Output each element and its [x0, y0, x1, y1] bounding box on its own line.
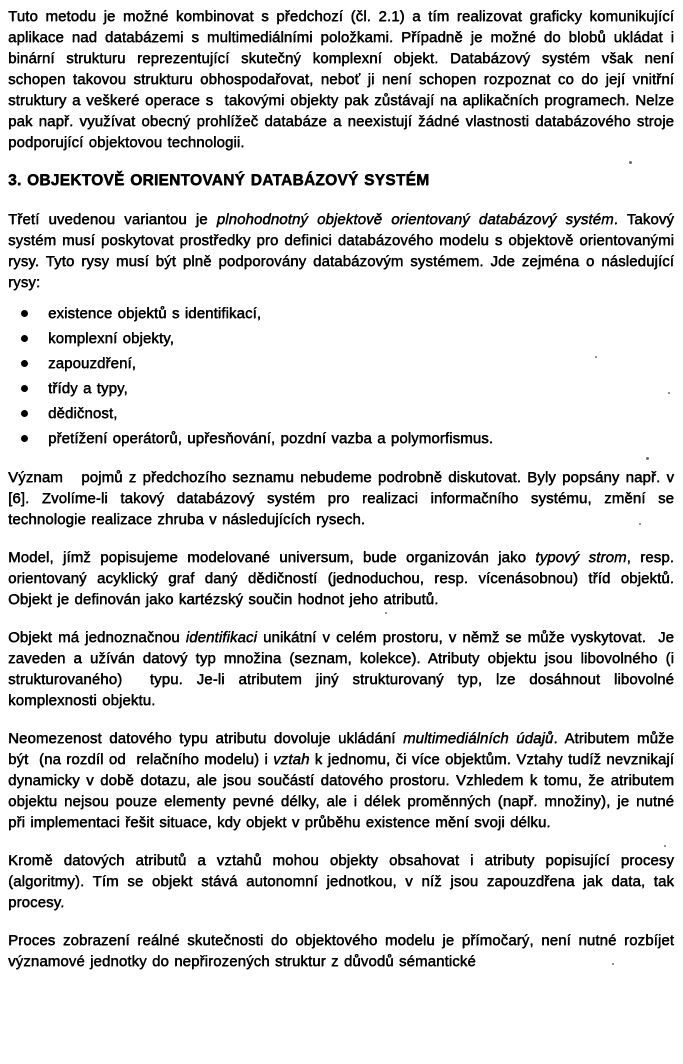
text-run: Proces zobrazení reálné skutečnosti do objektového modelu je přímočarý, není nutné rozbíjet významové jednotky do nepřirozených struktur z důvodů sémantické [8, 932, 674, 970]
paragraph-variant [8, 209, 674, 293]
text-run: k jednomu, či více objektům. Vztahy tudíž nevznikají dynamicky v době dotazu, ale jsou součástí datového prostoru. Vzhledem k tomu, že atributem objektu nejsou pouze elementy pevné délky, ale i délek proměnných (např. množiny), je nutné při implementaci řešit situace, kdy objekt v průběhu existence mění svoji délku. [8, 751, 674, 831]
text-run: Model, jímž popisujeme modelované universum, bude organizován jako [8, 549, 536, 566]
text-run: multimediálních údajů [402, 730, 554, 747]
list-item [8, 376, 674, 401]
scan-speck [639, 523, 641, 525]
paragraph-intro [8, 6, 674, 153]
bullet-icon [21, 360, 28, 367]
scan-speck [668, 392, 670, 394]
text-run: unikátní v celém prostoru, v němž se může vyskytovat. Je zaveden a užíván datový typ množina (seznam, kolekce). Atributy objektu jsou libovolného (i strukturovaného) typu. Je-li atributem jiný strukturovaný typ, lze dosáhnout libovolné komplexnosti objektu. [8, 629, 675, 709]
scan-speck [595, 356, 597, 358]
text-run: . Atributem může být (na rozdíl od relačního modelu) i [8, 730, 674, 768]
text-run: plnohodnotný objektově orientovaný databázový systém [216, 211, 614, 228]
paragraph-datatypes [8, 728, 674, 833]
paragraph-processes [8, 850, 674, 913]
scan-speck [629, 161, 632, 164]
scan-speck [612, 963, 614, 965]
list-item [8, 401, 674, 426]
list-item-text: třídy a typy, [48, 380, 128, 397]
feature-list [8, 301, 674, 451]
list-item [8, 426, 674, 451]
list-item [8, 351, 674, 376]
list-item-text: zapouzdření, [48, 355, 136, 372]
section-heading: 3. OBJEKTOVĚ ORIENTOVANÝ DATABÁZOVÝ SYSTÉM [8, 172, 430, 189]
text-run: identifikaci [185, 629, 257, 646]
text-run: Třetí uvedenou variantou je [8, 211, 217, 228]
text-run: , resp. orientovaný acyklický graf daný dědičností (jednoduchou, resp. vícenásobnou) tříd objektů. Objekt je definován jako kartézský součin hodnot jeho atributů. [8, 549, 674, 608]
text-run: typový strom [535, 549, 627, 566]
paragraph-mapping [8, 930, 674, 972]
paragraph-model [8, 547, 674, 610]
text-run: . Takový systém musí poskytovat prostředky pro definici databázového modelu s objektově orientovanými rysy. Tyto rysy musí být plně podporovány databázovým systémem. Jde zejména o následující rysy: [8, 211, 674, 291]
list-item-text: přetížení operátorů, upřesňování, pozdní vazba a polymorfismus. [48, 430, 494, 447]
text-run: Kromě datových atributů a vztahů mohou objekty obsahovat i atributy popisující procesy (algoritmy). Tím se objekt stává autonomní jednotkou, v níž jsou zapouzdřena jak data, tak procesy. [8, 852, 674, 911]
list-item-text: dědičnost, [48, 405, 118, 422]
list-item [8, 301, 674, 326]
list-item [8, 326, 674, 351]
list-item-text: existence objektů s identifikací, [48, 305, 262, 322]
text-run: Objekt má jednoznačnou [8, 629, 186, 646]
bullet-icon [21, 335, 28, 342]
text-run: Význam pojmů z předchozího seznamu nebudeme podrobně diskutovat. Byly popsány např. v [6]. Zvolíme-li takový databázový systém pro realizaci informačního systému, změní se technologie realizace zhruba v následujících rysech. [8, 469, 674, 528]
scan-speck [664, 845, 666, 847]
text-run: vztah [273, 751, 310, 768]
text-run: Neomezenost datového typu atributu dovoluje ukládání [8, 730, 403, 747]
list-item-text: komplexní objekty, [48, 330, 174, 347]
scan-speck [385, 612, 387, 614]
bullet-icon [21, 410, 28, 417]
bullet-icon [21, 385, 28, 392]
bullet-icon [21, 435, 28, 442]
paragraph-identity [8, 627, 674, 711]
text-run: Tuto metodu je možné kombinovat s předchozí (čl. 2.1) a tím realizovat graficky komunikující aplikace nad databázemi s multimediálními položkami. Případně je možné do blobů ukládat i binární strukturu reprezentující skutečný komplexní objekt. Databázový systém však není schopen takovou strukturu obhospodařovat, neboť ji není schopen rozpoznat co do její vnitřní struktury a veškeré operace s takovými objekty pak zůstávají na aplikačních programech. Nelze pak např. využívat obecný prohlížeč databáze a neexistují žádné vlastnosti databázového stroje podporující objektovou technologii. [8, 8, 674, 151]
scan-speck [646, 457, 649, 460]
bullet-icon [21, 310, 28, 317]
paragraph-meaning [8, 467, 674, 530]
